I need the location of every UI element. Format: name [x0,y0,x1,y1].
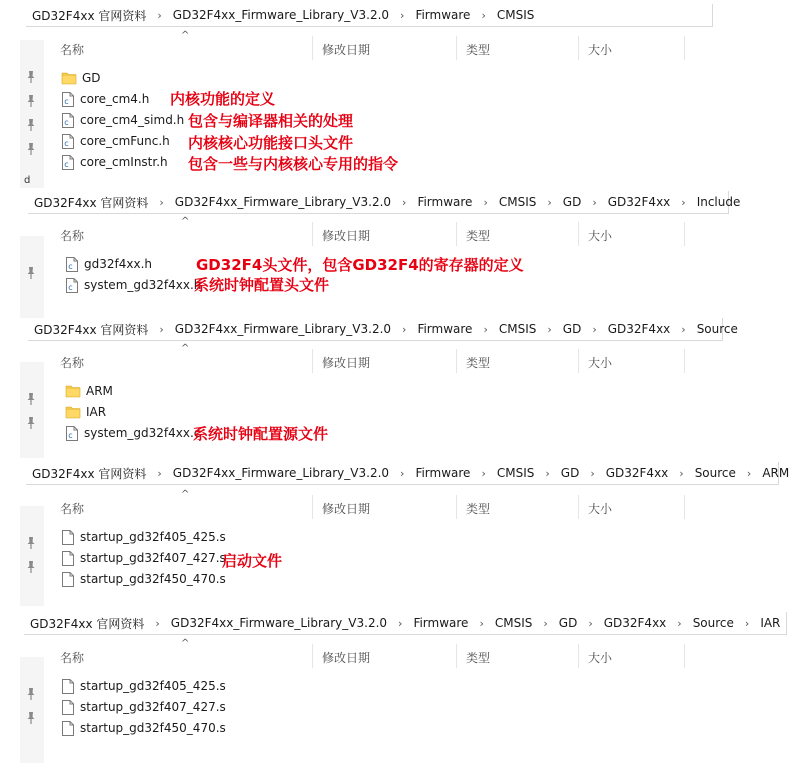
file-icon [62,572,74,587]
file-row[interactable] [66,254,152,274]
breadcrumb-separator-icon[interactable]: › [681,195,686,209]
annotation-core-cmfunc: 内核核心功能接口头文件 [188,134,354,152]
breadcrumb-item[interactable]: CMSIS [496,8,535,22]
breadcrumb-separator-icon[interactable]: › [479,616,484,630]
column-divider[interactable] [684,349,685,373]
svg-text:c: c [68,261,73,271]
breadcrumb-item[interactable]: GD32F4xx_Firmware_Library_V3.2.0 [174,322,392,336]
column-divider[interactable] [312,644,313,668]
file-icon [62,530,74,545]
folder-row[interactable] [62,68,101,88]
column-divider[interactable] [578,495,579,519]
svg-text:c: c [68,282,73,292]
file-name: IAR [86,405,107,419]
file-name: startup_gd32f407_427.s [80,551,226,565]
breadcrumb[interactable] [28,191,741,214]
quick-access-strip [20,657,44,763]
file-row[interactable] [62,548,226,568]
pin-icon[interactable] [26,687,36,701]
column-header [44,489,785,519]
column-header-name[interactable]: 名称 [60,356,85,370]
breadcrumb-separator-icon[interactable]: › [402,322,407,336]
c-source-file-icon [66,257,78,272]
c-source-file-icon [62,155,74,170]
breadcrumb-item[interactable]: CMSIS [498,322,537,336]
file-name: core_cm4_simd.h [80,113,185,127]
annotation-core-cm4-simd: 包含与编译器相关的处理 [188,112,354,130]
column-header-modified[interactable]: 修改日期 [322,651,371,665]
column-header-name[interactable]: 名称 [60,43,85,57]
annotation-core-cminstr: 包含一些与内核核心专用的指令 [188,155,399,173]
breadcrumb-item[interactable]: GD32F4xx 官网资料 [34,195,149,210]
file-name: gd32f4xx.h [84,257,152,271]
breadcrumb-separator-icon[interactable]: › [592,195,597,209]
c-source-file-icon [62,113,74,128]
column-header-size[interactable]: 大小 [588,229,613,243]
column-header-type[interactable]: 类型 [466,651,491,665]
column-header-name[interactable]: 名称 [60,229,85,243]
file-icon [62,721,74,736]
quick-access-strip [20,506,44,606]
pin-icon[interactable] [26,416,36,430]
breadcrumb-separator-icon[interactable]: › [744,616,750,630]
annotation-system-h: 系统时钟配置头文件 [194,276,330,294]
breadcrumb-item[interactable]: Firmware [413,616,469,630]
breadcrumb-separator-icon[interactable]: › [545,466,550,480]
file-name: core_cmFunc.h [80,134,170,148]
file-name: startup_gd32f450_470.s [80,572,226,586]
pin-icon[interactable] [26,560,36,574]
breadcrumb-separator-icon[interactable]: › [398,616,403,630]
breadcrumb-item[interactable]: CMSIS [494,616,533,630]
breadcrumb-item[interactable]: GD [558,616,578,630]
breadcrumb-separator-icon[interactable]: › [483,195,488,209]
file-name: startup_gd32f450_470.s [80,721,226,735]
breadcrumb-item[interactable]: GD32F4xx 官网资料 [34,322,149,337]
file-name: system_gd32f4xx.h [84,278,202,292]
file-name: system_gd32f4xx.c [84,426,201,440]
column-header-modified[interactable]: 修改日期 [322,502,371,516]
breadcrumb-separator-icon[interactable]: › [547,322,552,336]
file-name: GD [82,71,101,85]
breadcrumb-item[interactable]: CMSIS [498,195,537,209]
pin-icon[interactable] [26,70,36,84]
column-header-modified[interactable]: 修改日期 [322,229,371,243]
breadcrumb-separator-icon[interactable]: › [543,616,548,630]
breadcrumb[interactable] [26,462,789,485]
annotation-gd32f4xx-h: GD32F4头文件，包含GD32F4的寄存器的定义 [196,256,524,274]
breadcrumb-separator-icon[interactable]: › [481,8,486,22]
breadcrumb-item[interactable]: GD32F4xx [607,195,671,209]
breadcrumb-item[interactable]: Include [696,195,741,209]
c-source-file-icon [66,278,78,293]
pin-icon[interactable] [26,711,36,725]
file-name: startup_gd32f405_425.s [80,530,226,544]
breadcrumb-separator-icon[interactable]: › [400,466,405,480]
breadcrumb-separator-icon[interactable]: › [547,195,552,209]
file-row[interactable] [62,697,226,717]
svg-text:c: c [64,138,69,148]
pin-icon[interactable] [26,266,36,280]
column-divider[interactable] [684,222,685,246]
breadcrumb-item[interactable]: GD32F4xx_Firmware_Library_V3.2.0 [172,466,390,480]
svg-text:c: c [64,96,69,106]
breadcrumb-item[interactable]: Firmware [415,8,471,22]
column-divider[interactable] [456,349,457,373]
sort-ascending-icon: ^ [181,216,190,227]
column-header-name[interactable]: 名称 [60,651,85,665]
column-divider[interactable] [456,495,457,519]
quick-access-strip [20,40,44,188]
column-header [44,638,785,668]
breadcrumb-item[interactable]: GD [562,322,582,336]
breadcrumb-item[interactable]: GD32F4xx_Firmware_Library_V3.2.0 [174,195,392,209]
breadcrumb-separator-icon[interactable]: › [483,322,488,336]
pin-icon[interactable] [26,118,36,132]
breadcrumb-separator-icon[interactable]: › [592,322,597,336]
breadcrumb-item[interactable]: GD32F4xx [603,616,667,630]
annotation-startup: 启动文件 [222,552,283,570]
column-header [44,30,785,60]
breadcrumb-item[interactable]: Firmware [417,322,473,336]
c-source-file-icon [62,134,74,149]
folder-icon [66,385,80,397]
sort-ascending-icon: ^ [181,30,190,41]
breadcrumb-item[interactable]: GD32F4xx 官网资料 [32,8,147,23]
column-header [44,216,785,246]
explorer-panel-source [0,318,785,460]
file-row[interactable] [62,569,226,589]
breadcrumb-separator-icon[interactable]: › [677,616,682,630]
breadcrumb-item[interactable]: CMSIS [496,466,535,480]
breadcrumb-item[interactable]: ARM [762,466,789,480]
explorer-panel-arm [0,462,789,608]
column-header-type[interactable]: 类型 [466,43,491,57]
column-divider[interactable] [312,495,313,519]
breadcrumb[interactable] [24,612,787,635]
breadcrumb[interactable] [28,318,738,341]
file-row[interactable] [62,131,170,151]
column-divider[interactable] [578,36,579,60]
column-header-size[interactable]: 大小 [588,651,613,665]
file-row[interactable] [62,718,226,738]
file-row[interactable] [62,152,168,172]
file-name: core_cm4.h [80,92,150,106]
breadcrumb-item[interactable]: Firmware [415,466,471,480]
pin-icon[interactable] [26,392,36,406]
column-header-modified[interactable]: 修改日期 [322,356,371,370]
pin-icon[interactable] [26,536,36,550]
file-row[interactable] [62,89,149,109]
file-icon [62,700,74,715]
file-name: startup_gd32f405_425.s [80,679,226,693]
file-name: core_cmInstr.h [80,155,168,169]
breadcrumb-item[interactable]: Source [696,322,738,336]
svg-text:c: c [64,159,69,169]
breadcrumb-item[interactable]: IAR [760,616,781,630]
column-header-size[interactable]: 大小 [588,356,613,370]
column-divider[interactable] [312,36,313,60]
explorer-panel-iar [0,611,785,771]
column-header-size[interactable]: 大小 [588,43,613,57]
column-divider[interactable] [578,644,579,668]
sort-ascending-icon: ^ [181,638,190,649]
breadcrumb-item[interactable]: GD32F4xx_Firmware_Library_V3.2.0 [170,616,388,630]
breadcrumb-separator-icon[interactable]: › [588,616,593,630]
c-source-file-icon [62,92,74,107]
column-divider[interactable] [312,349,313,373]
column-header-modified[interactable]: 修改日期 [322,43,371,57]
breadcrumb-item[interactable]: GD [560,466,580,480]
breadcrumb-separator-icon[interactable]: › [157,8,162,22]
column-header-type[interactable]: 类型 [466,356,491,370]
sort-ascending-icon: ^ [181,343,190,354]
file-row[interactable] [66,423,200,443]
annotation-system-c: 系统时钟配置源文件 [193,425,329,443]
breadcrumb-separator-icon[interactable]: › [155,616,160,630]
svg-text:c: c [68,430,73,440]
folder-row[interactable] [66,381,113,401]
breadcrumb-item[interactable]: GD32F4xx [607,322,671,336]
edge-glyph: d [24,175,31,186]
c-source-file-icon [66,426,78,441]
column-header [44,343,785,373]
breadcrumb-separator-icon[interactable]: › [402,195,407,209]
breadcrumb-item[interactable]: GD32F4xx_Firmware_Library_V3.2.0 [172,8,390,22]
breadcrumb-item[interactable]: Source [692,616,734,630]
sort-ascending-icon: ^ [181,489,190,500]
file-row[interactable] [62,676,226,696]
column-divider[interactable] [312,222,313,246]
column-divider[interactable] [684,644,685,668]
column-divider[interactable] [456,644,457,668]
pin-icon[interactable] [26,94,36,108]
file-row[interactable] [62,527,226,547]
column-header-type[interactable]: 类型 [466,502,491,516]
column-divider[interactable] [684,495,685,519]
breadcrumb-item[interactable]: GD32F4xx [605,466,669,480]
breadcrumb-item[interactable]: GD [562,195,582,209]
breadcrumb-item[interactable]: GD32F4xx 官网资料 [30,616,145,631]
breadcrumb-separator-icon[interactable]: › [590,466,595,480]
pin-icon[interactable] [26,142,36,156]
file-name: ARM [86,384,113,398]
column-divider[interactable] [578,349,579,373]
svg-text:c: c [64,117,69,127]
column-divider[interactable] [456,222,457,246]
breadcrumb-separator-icon[interactable]: › [400,8,405,22]
folder-icon [62,72,76,84]
breadcrumb-separator-icon[interactable]: › [679,466,684,480]
folder-icon [66,406,80,418]
column-header-name[interactable]: 名称 [60,502,85,516]
column-divider[interactable] [684,36,685,60]
file-row[interactable] [62,110,184,130]
quick-access-strip [20,362,44,458]
breadcrumb-separator-icon[interactable]: › [681,322,686,336]
column-header-size[interactable]: 大小 [588,502,613,516]
breadcrumb-separator-icon[interactable]: › [746,466,752,480]
breadcrumb-item[interactable]: GD32F4xx 官网资料 [32,466,147,481]
file-row[interactable] [66,275,201,295]
breadcrumb[interactable] [26,4,713,27]
file-icon [62,551,74,566]
breadcrumb-item[interactable]: Firmware [417,195,473,209]
annotation-core-cm4: 内核功能的定义 [170,90,276,108]
breadcrumb-separator-icon[interactable]: › [481,466,486,480]
column-divider[interactable] [578,222,579,246]
column-header-type[interactable]: 类型 [466,229,491,243]
breadcrumb-item[interactable]: Source [694,466,736,480]
file-icon [62,679,74,694]
breadcrumb-separator-icon[interactable]: › [159,195,164,209]
column-divider[interactable] [456,36,457,60]
file-name: startup_gd32f407_427.s [80,700,226,714]
folder-row[interactable] [66,402,106,422]
breadcrumb-separator-icon[interactable]: › [159,322,164,336]
breadcrumb-separator-icon[interactable]: › [157,466,162,480]
